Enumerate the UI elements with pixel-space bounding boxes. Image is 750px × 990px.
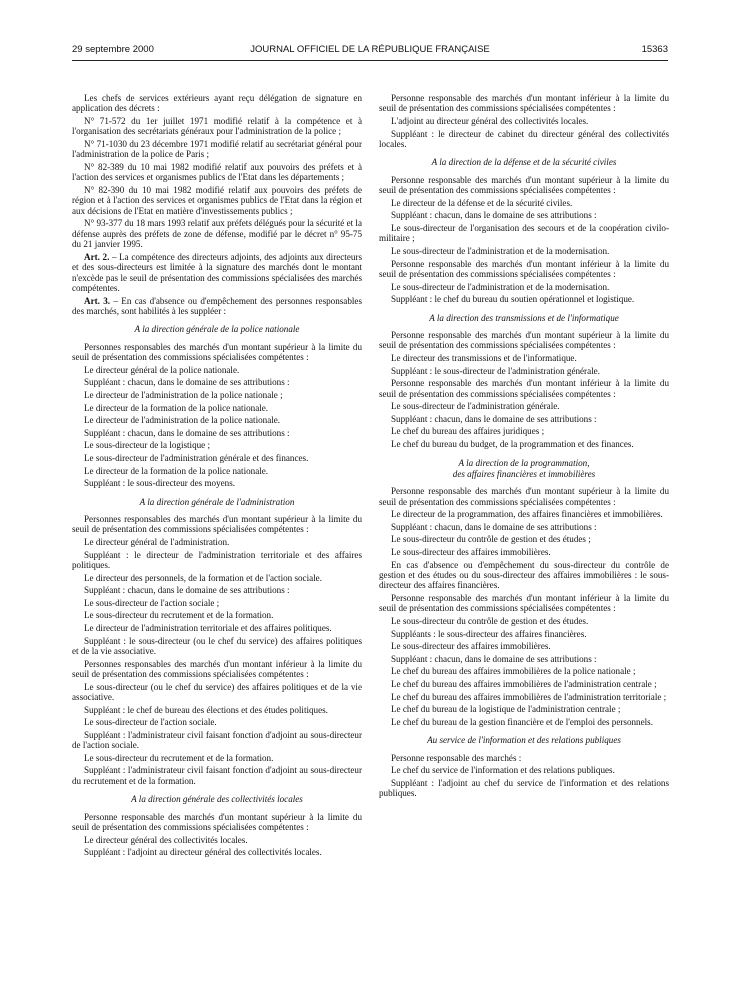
paragraph: Le chef du bureau de la logistique de l'administration centrale ; bbox=[391, 704, 621, 715]
paragraph: Le directeur de la défense et de la sécurité civiles. bbox=[391, 197, 573, 208]
section-heading bbox=[379, 458, 669, 479]
paragraph: N° 93-377 du 18 mars 1993 relatif aux préfets délégués pour la sécurité et la défense auprès des préfets de zone de défense, modifié par le décret n° 95-75 du 21 janvier 1995. bbox=[72, 218, 362, 250]
paragraph: Le sous-directeur de l'action sociale ; bbox=[84, 597, 220, 608]
paragraph: Le directeur de l'administration de la police nationale. bbox=[84, 415, 281, 426]
paragraph: Suppléant : le chef de bureau des élections et des études politiques. bbox=[84, 704, 328, 715]
paragraph: Le directeur des personnels, de la formation et de l'action sociale. bbox=[84, 572, 322, 583]
paragraph: Personne responsable des marchés d'un montant inférieur à la limite du seuil de présentation des commissions spécialisées compétentes : bbox=[379, 258, 669, 279]
paragraph: Le chef du service de l'information et des relations publiques. bbox=[391, 765, 615, 776]
paragraph: Le sous-directeur de l'administration et de la modernisation. bbox=[391, 246, 610, 256]
section-heading-line: des affaires financières et immobilières bbox=[452, 468, 596, 479]
paragraph: Suppléant : chacun, dans le domaine de ses attributions : bbox=[84, 585, 290, 596]
paragraph: Suppléant : l'administrateur civil faisant fonction d'adjoint au sous-directeur du recrutement et de la formation. bbox=[72, 765, 362, 786]
article-text: – En cas d'absence ou d'empêchement des personnes responsables des marchés, sont habilités à les suppléer : bbox=[72, 295, 362, 317]
paragraph: Personne responsable des marchés d'un montant supérieur à la limite du seuil de présentation des commissions spécialisées compétentes : bbox=[379, 330, 669, 351]
paragraph: Suppléant : le sous-directeur des moyens. bbox=[84, 478, 236, 489]
paragraph: Personnes responsables des marchés d'un montant supérieur à la limite du seuil de présentation des commissions spécialisées compétentes : bbox=[72, 514, 362, 535]
paragraph: Suppléant : l'adjoint au directeur général des collectivités locales. bbox=[84, 847, 322, 858]
section-heading: A la direction générale de l'administration bbox=[139, 496, 295, 507]
paragraph: En cas d'absence ou d'empêchement du sous-directeur du contrôle de gestion et des études ou du sous-directeur des affaires immobilières : le sous-directeur des affaires financières. bbox=[379, 559, 669, 591]
paragraph: Personne responsable des marchés : bbox=[391, 752, 522, 763]
article-label: Art. 3. bbox=[84, 295, 111, 306]
paragraph: Le directeur général de la police nationale. bbox=[84, 364, 240, 375]
paragraph: Le chef du bureau des affaires immobilières de l'administration centrale ; bbox=[391, 678, 657, 689]
paragraph: Suppléant : le chef du bureau du soutien opérationnel et logistique. bbox=[391, 294, 635, 305]
paragraph: Suppléant : le directeur de l'administration territoriale et des affaires politiques. bbox=[72, 549, 362, 570]
paragraph: Le directeur général de l'administration. bbox=[84, 537, 230, 547]
paragraph: Suppléants : le sous-directeur des affaires financières. bbox=[391, 628, 587, 639]
section-heading: A la direction de la défense et de la sécurité civiles bbox=[431, 157, 617, 168]
paragraph: Suppléant : chacun, dans le domaine de ses attributions : bbox=[391, 521, 597, 532]
article-text: – La compétence des directeurs adjoints, des adjoints aux directeurs et des sous-directeurs est limitée à la signature des marchés dont le montant n'excède pas le seuil de présentation des commissions spécialisées des marchés compétentes. bbox=[72, 251, 362, 294]
paragraph: Le chef du bureau des affaires immobilières de la police nationale ; bbox=[391, 666, 636, 677]
paragraph: Suppléant : chacun, dans le domaine de ses attributions : bbox=[84, 377, 290, 388]
paragraph: Le directeur de l'administration territoriale et des affaires politiques. bbox=[84, 622, 332, 633]
paragraph: Suppléant : chacun, dans le domaine de ses attributions : bbox=[84, 427, 290, 438]
section-heading: A la direction générale des collectivités locales bbox=[131, 794, 303, 805]
section-heading-line: A la direction de la programmation, bbox=[458, 458, 590, 469]
header-date: 29 septembre 2000 bbox=[72, 44, 154, 55]
left-column bbox=[72, 93, 362, 860]
paragraph: N° 71-1030 du 23 décembre 1971 modifié relatif au secrétariat général pour l'administration de la police de Paris ; bbox=[72, 139, 362, 160]
paragraph: Suppléant : le sous-directeur de l'administration générale. bbox=[391, 365, 600, 376]
paragraph: Suppléant : chacun, dans le domaine de ses attributions : bbox=[391, 210, 597, 221]
section-heading: A la direction des transmissions et de l'informatique bbox=[429, 312, 619, 323]
paragraph: L'adjoint au directeur général des collectivités locales. bbox=[391, 116, 589, 126]
paragraph: Le sous-directeur de l'administration générale et des finances. bbox=[84, 453, 309, 463]
paragraph: N° 82-389 du 10 mai 1982 modifié relatif aux pouvoirs des préfets et à l'action des services et organismes publics de l'Etat dans les départements ; bbox=[72, 162, 362, 183]
paragraph: Le directeur de l'administration de la police nationale ; bbox=[84, 390, 283, 401]
page-header bbox=[72, 44, 668, 58]
paragraph: Le directeur de la formation de la police nationale. bbox=[84, 402, 269, 413]
article-label: Art. 2. bbox=[84, 251, 110, 262]
paragraph: Personne responsable des marchés d'un montant supérieur à la limite du seuil de présentation des commissions spécialisées compétentes : bbox=[379, 174, 669, 196]
paragraph: N° 71-572 du 1er juillet 1971 modifié relatif à la compétence et à l'organisation des secrétariats généraux pour l'administration de la police ; bbox=[72, 116, 362, 137]
header-rule bbox=[72, 60, 668, 61]
paragraph: Le sous-directeur des affaires immobilières. bbox=[391, 546, 551, 557]
paragraph: Le sous-directeur (ou le chef du service) des affaires politiques et de la vie associative. bbox=[72, 681, 362, 702]
paragraph: Le sous-directeur de la logistique ; bbox=[84, 440, 211, 451]
page-number: 15363 bbox=[641, 44, 668, 55]
paragraph: Suppléant : le directeur de cabinet du directeur général des collectivités locales. bbox=[379, 128, 669, 149]
paragraph: Personne responsable des marchés d'un montant inférieur à la limite du seuil de présentation des commissions spécialisées compétentes : bbox=[379, 93, 669, 114]
paragraph: N° 82-390 du 10 mai 1982 modifié relatif aux pouvoirs des préfets de région et à l'action des services et organismes publics de l'Etat dans la région et aux décisions de l'Etat en matière d'investissements publics ; bbox=[72, 185, 362, 216]
section-heading: A la direction générale de la police nationale bbox=[134, 324, 300, 335]
paragraph: Le sous-directeur de l'administration et de la modernisation. bbox=[391, 281, 610, 292]
paragraph: Suppléant : l'administrateur civil faisant fonction d'adjoint au sous-directeur de l'action sociale. bbox=[72, 729, 362, 751]
article-paragraph bbox=[72, 296, 362, 317]
paragraph: Les chefs de services extérieurs ayant reçu délégation de signature en application des décrets : bbox=[72, 93, 362, 114]
paragraph: Personne responsable des marchés d'un montant inférieur à la limite du seuil de présentation des commissions spécialisées compétentes : bbox=[379, 378, 669, 399]
paragraph: Le sous-directeur du contrôle de gestion et des études ; bbox=[391, 534, 591, 545]
paragraph: Le sous-directeur du recrutement et de la formation. bbox=[84, 610, 274, 621]
paragraph: Suppléant : l'adjoint au chef du service de l'information et des relations publiques. bbox=[379, 777, 669, 799]
paragraph: Le chef du bureau du budget, de la programmation et des finances. bbox=[391, 438, 634, 449]
paragraph: Personne responsable des marchés d'un montant supérieur à la limite du seuil de présentation des commissions spécialisées compétentes : bbox=[72, 811, 362, 832]
paragraph: Personne responsable des marchés d'un montant inférieur à la limite du seuil de présentation des commissions spécialisées compétentes : bbox=[379, 592, 669, 614]
paragraph: Le sous-directeur de l'organisation des secours et de la coopération civilo-militaire ; bbox=[379, 223, 669, 244]
paragraph: Le chef du bureau de la gestion financière et de l'emploi des personnels. bbox=[391, 716, 653, 727]
paragraph: Le chef du bureau des affaires immobilières de l'administration territoriale ; bbox=[391, 691, 667, 702]
paragraph: Suppléant : le sous-directeur (ou le chef du service) des affaires politiques et de la vie associative. bbox=[72, 635, 362, 656]
paragraph: Le sous-directeur de l'action sociale. bbox=[84, 717, 217, 728]
paragraph: Le sous-directeur du contrôle de gestion et des études. bbox=[391, 615, 589, 626]
paragraph: Personne responsable des marchés d'un montant supérieur à la limite du seuil de présentation des commissions spécialisées compétentes : bbox=[379, 486, 669, 507]
paragraph: Personnes responsables des marchés d'un montant supérieur à la limite du seuil de présentation des commissions spécialisées compétentes : bbox=[72, 341, 362, 363]
right-column bbox=[379, 93, 669, 801]
paragraph: Le sous-directeur de l'administration générale. bbox=[391, 401, 560, 412]
paragraph: Le directeur des transmissions et de l'informatique. bbox=[391, 353, 577, 363]
paragraph: Le directeur de la programmation, des affaires financières et immobilières. bbox=[391, 509, 663, 520]
section-heading: Au service de l'information et des relations publiques bbox=[427, 735, 621, 746]
paragraph: Suppléant : chacun, dans le domaine de ses attributions : bbox=[391, 653, 597, 664]
paragraph: Le sous-directeur du recrutement et de la formation. bbox=[84, 752, 274, 763]
paragraph: Le chef du bureau des affaires juridiques ; bbox=[391, 426, 545, 437]
paragraph: Le sous-directeur des affaires immobilières. bbox=[391, 641, 551, 652]
paragraph: Le directeur général des collectivités locales. bbox=[84, 834, 248, 845]
paragraph: Personnes responsables des marchés d'un montant inférieur à la limite du seuil de présentation des commissions spécialisées compétentes : bbox=[72, 658, 362, 679]
paragraph: Le directeur de la formation de la police nationale. bbox=[84, 465, 269, 476]
article-paragraph bbox=[72, 252, 362, 294]
paragraph: Suppléant : chacun, dans le domaine de ses attributions : bbox=[391, 413, 597, 424]
journal-title: JOURNAL OFFICIEL DE LA RÉPUBLIQUE FRANÇAISE bbox=[250, 44, 490, 55]
